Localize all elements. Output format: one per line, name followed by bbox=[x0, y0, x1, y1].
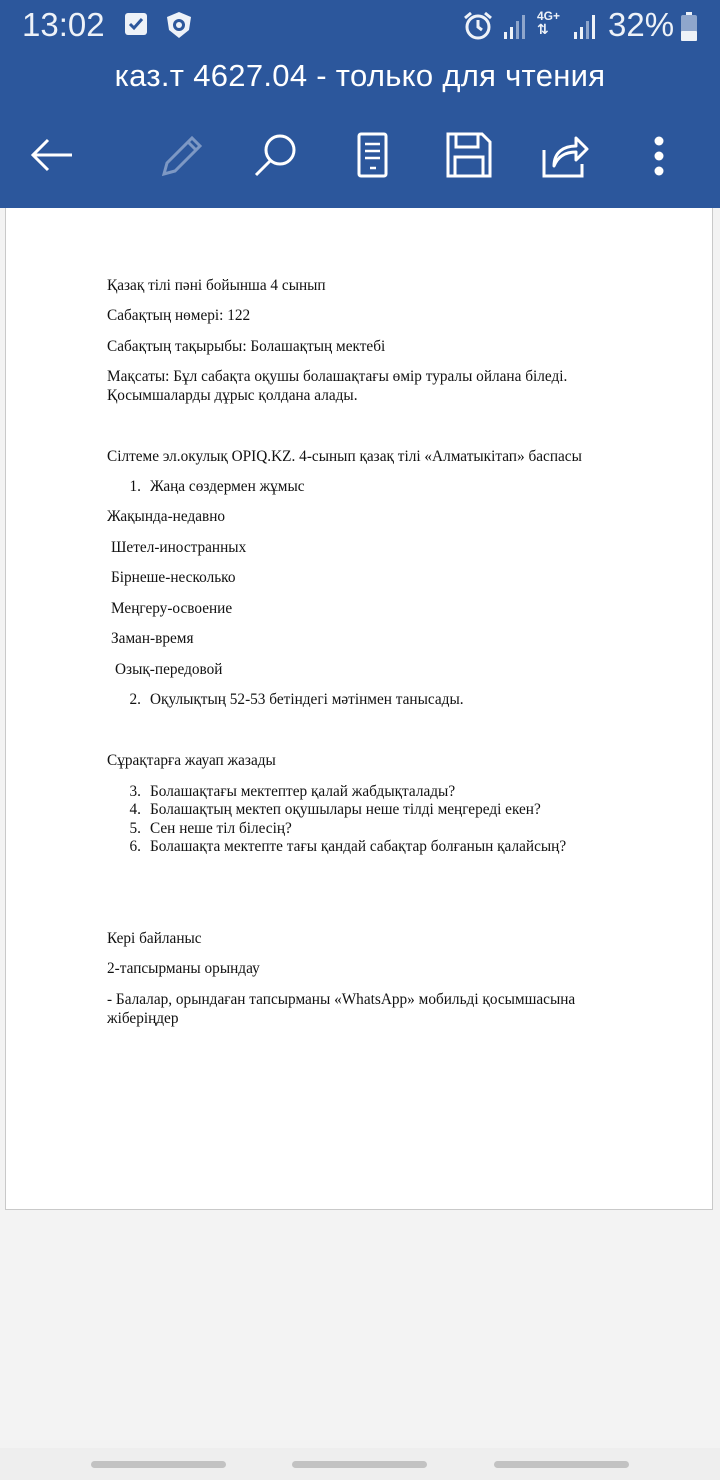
battery-percent: 32% bbox=[608, 6, 675, 43]
save-icon bbox=[444, 130, 494, 180]
document-canvas[interactable] bbox=[0, 208, 720, 1448]
doc-line-lesson-number: Сабақтың нөмері: 122 bbox=[107, 307, 251, 324]
app-header bbox=[0, 0, 720, 208]
question-number: 5. bbox=[129, 820, 141, 837]
question-number: 4. bbox=[129, 801, 141, 818]
question-number: 6. bbox=[129, 838, 141, 855]
nav-recents-button[interactable] bbox=[91, 1461, 226, 1468]
vocab-item: Меңгеру-освоение bbox=[111, 600, 233, 617]
more-options-button[interactable] bbox=[636, 130, 686, 180]
vocab-item: Озық-передовой bbox=[115, 661, 223, 678]
system-nav-bar bbox=[0, 1448, 720, 1480]
alarm-icon bbox=[462, 10, 494, 47]
list-number: 1. bbox=[129, 478, 141, 495]
more-options-icon bbox=[636, 130, 686, 180]
doc-line-lesson-topic: Сабақтың тақырыбы: Болашақтың мектебі bbox=[107, 338, 386, 355]
network-type-label: 4G+ ⇅ bbox=[537, 9, 561, 37]
vocab-item: Бірнеше-несколько bbox=[111, 569, 236, 586]
search-icon bbox=[252, 130, 302, 180]
list-item: Оқулықтың 52-53 бетіндегі мәтінмен танысады. bbox=[150, 691, 464, 708]
pencil-icon bbox=[156, 130, 206, 180]
doc-line-goal-1: Мақсаты: Бұл сабақта оқушы болашақтағы өмір туралы ойлана біледі. bbox=[107, 368, 568, 385]
signal-strength-icon bbox=[502, 14, 528, 45]
reading-view-button[interactable] bbox=[348, 130, 398, 180]
doc-line-task: 2-тапсырманы орындау bbox=[107, 960, 260, 977]
doc-line-goal-2: Қосымшаларды дұрыс қолдана алады. bbox=[107, 387, 358, 404]
vocab-item: Заман-время bbox=[111, 630, 194, 647]
status-time: 13:02 bbox=[22, 6, 105, 43]
search-button[interactable] bbox=[252, 130, 302, 180]
nav-home-button[interactable] bbox=[292, 1461, 427, 1468]
question-item: Сен неше тіл білесің? bbox=[150, 820, 292, 837]
save-button[interactable] bbox=[444, 130, 494, 180]
task-notification-icon bbox=[124, 12, 148, 41]
reading-view-icon bbox=[348, 130, 398, 180]
document-page[interactable] bbox=[5, 208, 713, 1210]
question-item: Болашақта мектепте тағы қандай сабақтар болғанын қалайсың? bbox=[150, 838, 567, 855]
signal-strength-2-icon bbox=[572, 14, 598, 45]
share-icon bbox=[540, 130, 590, 180]
doc-line-feedback: Кері байланыс bbox=[107, 930, 202, 947]
vocab-item: Шетел-иностранных bbox=[111, 539, 247, 556]
question-item: Болашақтың мектеп оқушылары неше тілді меңгереді екен? bbox=[150, 801, 541, 818]
shield-icon bbox=[164, 10, 194, 45]
back-button[interactable] bbox=[28, 130, 78, 180]
document-title: каз.т 4627.04 - только для чтения bbox=[114, 58, 606, 93]
doc-line-send-2: жіберіңдер bbox=[107, 1010, 179, 1027]
battery-icon bbox=[680, 12, 698, 47]
edit-button[interactable] bbox=[156, 130, 206, 180]
share-button[interactable] bbox=[540, 130, 590, 180]
list-number: 2. bbox=[129, 691, 141, 708]
doc-line-reference: Сілтеме эл.окулық OPIQ.KZ. 4-сынып қазақ тілі «Алматыкітап» баспасы bbox=[107, 448, 582, 465]
status-bar bbox=[0, 0, 720, 54]
doc-line-answer: Сұрақтарға жауап жазады bbox=[107, 752, 276, 769]
vocab-item: Жақында-недавно bbox=[107, 508, 226, 525]
nav-back-button[interactable] bbox=[494, 1461, 629, 1468]
back-arrow-icon bbox=[28, 130, 78, 180]
doc-line-subject: Қазақ тілі пәні бойынша 4 сынып bbox=[107, 277, 326, 294]
doc-line-send-1: - Балалар, орындаған тапсырманы «WhatsApp» мобильді қосымшасына bbox=[107, 991, 576, 1008]
question-number: 3. bbox=[129, 783, 141, 800]
question-item: Болашақтағы мектептер қалай жабдықталады? bbox=[150, 783, 456, 800]
list-item: Жаңа сөздермен жұмыс bbox=[150, 478, 305, 495]
